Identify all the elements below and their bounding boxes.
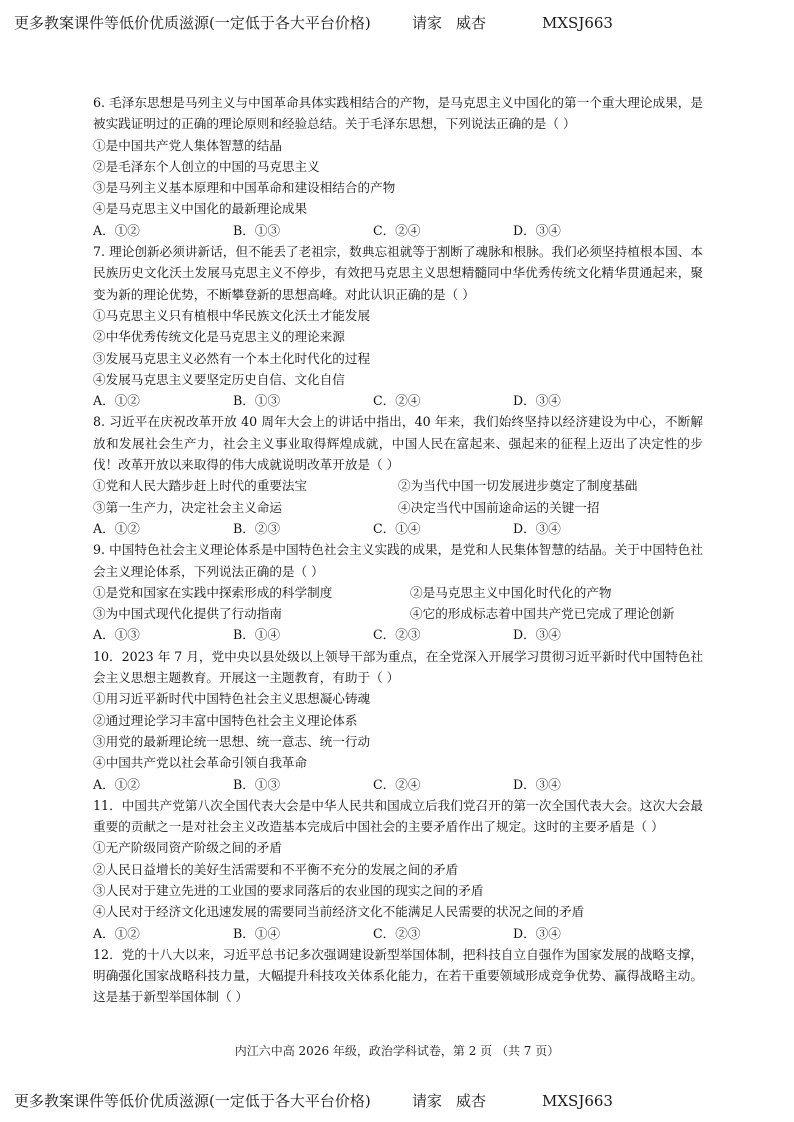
statement-3: ③发展马克思主义必然有一个本土化时代化的过程 xyxy=(93,350,371,366)
question-stem: 10．2023 年 7 月，党中央以县处级以上领导干部为重点，在全党深入开展学习贯彻习近平新时代中国特色社会主义思想主题教育。开展这一主题教育，有助于（ ） xyxy=(93,648,703,686)
statement-3: ③是马列主义基本原理和中国革命和建设相结合的产物 xyxy=(93,180,396,196)
promo-text: 更多教案课件等低价优质滋源(一定低于各大平台价格) xyxy=(14,14,371,32)
answer-choices xyxy=(93,390,703,411)
choice-d: D．③④ xyxy=(513,520,561,536)
question-10 xyxy=(93,646,703,795)
promo-banner-bottom xyxy=(14,1088,794,1114)
statement-3: ③用党的最新理论统一思想、统一意志、统一行动 xyxy=(93,733,371,749)
choice-d: D．③④ xyxy=(513,925,561,941)
question-12 xyxy=(93,944,703,1008)
statement-1: ①用习近平新时代中国特色社会主义思想凝心铸魂 xyxy=(93,691,371,707)
promo-contact-1: 请家 xyxy=(412,1092,443,1110)
question-8 xyxy=(93,411,703,539)
promo-contact-1: 请家 xyxy=(412,14,443,32)
statement-2: ②人民日益增长的美好生活需要和不平衡不充分的发展之间的矛盾 xyxy=(93,861,459,877)
question-stem: 6. 毛泽东思想是马列主义与中国革命具体实践相结合的产物，是马克思主义中国化的第一个重大理论成果，是被实践证明过的正确的理论原则和经验总结。关于毛泽东思想，下列说法正确的是（ ） xyxy=(93,95,703,132)
statement-1: ①党和人民大踏步赶上时代的重要法宝 xyxy=(93,478,308,494)
choice-a: A．①② xyxy=(93,520,140,536)
statement-1: ①马克思主义只有植根中华民族文化沃土才能发展 xyxy=(93,307,371,323)
statement-3: ③第一生产力，决定社会主义命运 xyxy=(93,499,282,515)
promo-code: MXSJ663 xyxy=(542,14,613,32)
statement-2: ②是马克思主义中国化时代化的产物 xyxy=(410,584,612,600)
statement-4: ④决定当代中国前途命运的关键一招 xyxy=(398,499,600,515)
statement-1: ①是党和国家在实践中探索形成的科学制度 xyxy=(93,584,333,600)
statement-4: ④中国共产党以社会革命引领自我革命 xyxy=(93,755,308,771)
choice-a: A．①② xyxy=(93,776,140,792)
choice-c: C．②④ xyxy=(373,393,421,409)
statement-3: ③为中国式现代化提供了行动指南 xyxy=(93,606,282,622)
choice-b: B．①④ xyxy=(233,925,281,941)
choice-d: D．③④ xyxy=(513,393,561,409)
question-11 xyxy=(93,795,703,944)
question-7 xyxy=(93,241,703,411)
question-6 xyxy=(93,92,703,241)
choice-d: D．③④ xyxy=(513,222,561,238)
statement-4: ④人民对于经济文化迅速发展的需要同当前经济文化不能满足人民需要的状况之间的矛盾 xyxy=(93,904,585,920)
statement-row xyxy=(93,475,703,496)
statement-row xyxy=(93,497,703,518)
question-stem: 11．中国共产党第八次全国代表大会是中华人民共和国成立后我们党召开的第一次全国代表大会。这次大会最重要的贡献之一是对社会主义改造基本完成后中国社会的主要矛盾作出了规定。这时的主要矛盾是（ ） xyxy=(93,797,703,835)
statement-1: ①是中国共产党人集体智慧的结晶 xyxy=(93,137,282,153)
question-9 xyxy=(93,539,703,645)
choice-a: A．①② xyxy=(93,222,140,238)
choice-a: A．①② xyxy=(93,925,140,941)
choice-b: B．①④ xyxy=(233,627,281,643)
statement-2: ②中华优秀传统文化是马克思主义的理论来源 xyxy=(93,329,345,345)
statement-row xyxy=(93,582,703,603)
choice-c: C．①④ xyxy=(373,520,421,536)
statement-4: ④它的形成标志着中国共产党已完成了理论创新 xyxy=(410,606,675,622)
promo-text: 更多教案课件等低价优质滋源(一定低于各大平台价格) xyxy=(14,1092,371,1110)
exam-content xyxy=(93,92,703,1008)
choice-b: B．②③ xyxy=(233,520,281,536)
answer-choices xyxy=(93,923,703,944)
question-stem: 8. 习近平在庆祝改革开放 40 周年大会上的讲话中指出，40 年来，我们始终坚持以经济建设为中心，不断解放和发展社会生产力，社会主义事业取得辉煌成就，中国人民在富起来、强起来的征程上迈出了决定性的步伐！改革开放以来取得的伟大成就说明改革开放是（ ） xyxy=(93,414,703,473)
statement-2: ②是毛泽东个人创立的中国的马克思主义 xyxy=(93,158,320,174)
statement-1: ①无产阶级同资产阶级之间的矛盾 xyxy=(93,840,282,856)
answer-choices xyxy=(93,774,703,795)
promo-contact-2: 威杏 xyxy=(456,14,487,32)
choice-c: C．②④ xyxy=(373,222,421,238)
question-stem: 9. 中国特色社会主义理论体系是中国特色社会主义实践的成果，是党和人民集体智慧的结晶。关于中国特色社会主义理论体系，下列说法正确的是（ ） xyxy=(93,542,703,579)
page-footer: 内江六中高 2026 年级，政治学科试卷，第 2 页 （共 7 页） xyxy=(234,1044,560,1058)
statement-3: ③人民对于建立先进的工业国的要求同落后的农业国的现实之间的矛盾 xyxy=(93,882,484,898)
promo-code: MXSJ663 xyxy=(542,1092,613,1110)
answer-choices xyxy=(93,220,703,241)
statement-2: ②为当代中国一切发展进步奠定了制度基础 xyxy=(398,478,638,494)
choice-b: B．①③ xyxy=(233,222,281,238)
statement-row xyxy=(93,603,703,624)
choice-d: D．③④ xyxy=(513,776,561,792)
choice-c: C．②④ xyxy=(373,776,421,792)
statement-4: ④发展马克思主义要坚定历史自信、文化自信 xyxy=(93,371,345,387)
statement-4: ④是马克思主义中国化的最新理论成果 xyxy=(93,201,308,217)
question-stem: 7. 理论创新必须讲新话，但不能丢了老祖宗，数典忘祖就等于割断了魂脉和根脉。我们必须坚持植根本国、本民族历史文化沃土发展马克思主义不停步，有效把马克思主义思想精髓同中华优秀传统文化精华贯通起来，聚变为新的理论优势，不断攀登新的思想高峰。对此认识正确的是（ ） xyxy=(93,244,703,302)
choice-a: A．①② xyxy=(93,393,140,409)
choice-b: B．①③ xyxy=(233,393,281,409)
choice-c: C．②③ xyxy=(373,627,421,643)
promo-banner-top xyxy=(14,10,794,36)
answer-choices xyxy=(93,518,703,539)
statement-2: ②通过理论学习丰富中国特色社会主义理论体系 xyxy=(93,712,358,728)
question-stem: 12．党的十八大以来，习近平总书记多次强调建设新型举国体制，把科技自立自强作为国家发展的战略支撑，明确强化国家战略科技力量，大幅提升科技攻关体系化能力，在若干重要领域形成竞争优势、赢得战略主动。这是基于新型举国体制（ ） xyxy=(93,946,703,1005)
answer-choices xyxy=(93,624,703,645)
choice-c: C．②③ xyxy=(373,925,421,941)
choice-a: A．①③ xyxy=(93,627,140,643)
choice-b: B．①③ xyxy=(233,776,281,792)
promo-contact-2: 威杏 xyxy=(456,1092,487,1110)
choice-d: D．③④ xyxy=(513,627,561,643)
